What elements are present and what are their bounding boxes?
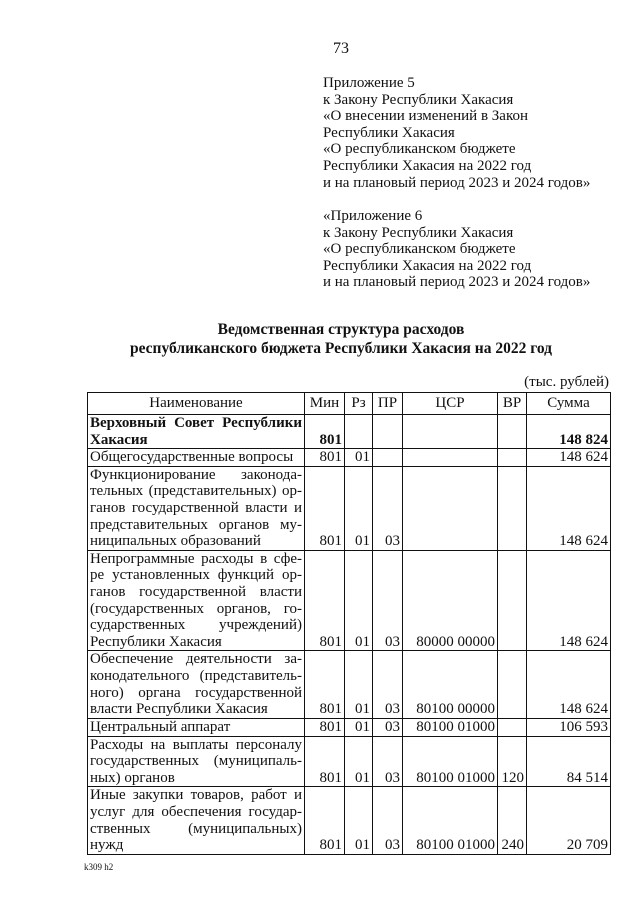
appendix-6-header: [323, 208, 590, 291]
footer-code: k309 h2: [84, 862, 114, 872]
cell-pr: 03: [373, 718, 403, 736]
name-line: представительных органов му-: [90, 516, 302, 533]
cell-vr: [498, 449, 527, 467]
column-header-expense-type: ВР: [498, 393, 527, 415]
cell-min: 801: [305, 736, 345, 787]
appendix-line: «О республиканском бюджете: [323, 141, 516, 158]
table-row: [88, 449, 611, 467]
name-line: Непрограммные расходы в сфе-: [90, 550, 302, 567]
title-line: республиканского бюджета Республики Хакасия на 2022 год: [129, 340, 553, 357]
cell-pr: 03: [373, 787, 403, 854]
name-line: ганов государственной власти и: [90, 499, 302, 516]
cell-vr: [498, 415, 527, 449]
cell-name: [88, 718, 305, 736]
column-header-amount: Сумма: [527, 393, 611, 415]
cell-pr: [373, 449, 403, 467]
cell-min: 801: [305, 651, 345, 718]
appendix-line: Республики Хакасия на 2022 год: [323, 157, 532, 174]
cell-vr: [498, 651, 527, 718]
cell-vr: [498, 718, 527, 736]
cell-pr: 03: [373, 736, 403, 787]
name-line: ганов государственной власти: [90, 583, 302, 600]
name-line: Центральный аппарат: [90, 719, 231, 736]
column-header-subsection: ПР: [373, 393, 403, 415]
name-line: ниципальных образований: [90, 533, 261, 550]
appendix-line: и на плановый период 2023 и 2024 годов»: [323, 274, 591, 291]
table-row: [88, 718, 611, 736]
appendix-line: Республики Хакасия: [323, 124, 455, 141]
cell-vr: 240: [498, 787, 527, 854]
cell-name: [88, 787, 305, 854]
column-header-target-article: ЦСР: [403, 393, 498, 415]
appendix-line: «О республиканском бюджете: [323, 241, 516, 258]
name-line: государственных (муниципаль-: [90, 753, 302, 770]
cell-sum: 84 514: [527, 736, 611, 787]
name-line: Республики Хакасия: [90, 633, 222, 650]
table-row: [88, 787, 611, 854]
appendix-line: Приложение 5: [323, 75, 415, 91]
cell-csr: [403, 449, 498, 467]
name-line: тельных (представительных) ор-: [90, 483, 302, 500]
cell-pr: 03: [373, 651, 403, 718]
cell-sum: 148 824: [527, 415, 611, 449]
cell-sum: 20 709: [527, 787, 611, 854]
cell-min: 801: [305, 718, 345, 736]
name-line: Верховный Совет Республики: [90, 415, 302, 431]
cell-rz: 01: [345, 651, 373, 718]
cell-sum: 148 624: [527, 550, 611, 651]
cell-rz: 01: [345, 449, 373, 467]
cell-csr: 80100 01000: [403, 718, 498, 736]
cell-rz: 01: [345, 466, 373, 550]
cell-pr: [373, 415, 403, 449]
cell-csr: 80000 00000: [403, 550, 498, 651]
cell-csr: 80100 01000: [403, 736, 498, 787]
name-line: услуг для обеспечения государ-: [90, 804, 302, 821]
name-line: нужд: [90, 837, 124, 854]
table-row: [88, 415, 611, 449]
name-line: Расходы на выплаты персоналу: [90, 736, 302, 753]
cell-min: 801: [305, 415, 345, 449]
column-header-section: Рз: [345, 393, 373, 415]
document-title: [0, 320, 639, 358]
cell-sum: 148 624: [527, 651, 611, 718]
cell-min: 801: [305, 550, 345, 651]
name-line: сударственных учреждений): [90, 617, 302, 634]
cell-rz: 01: [345, 718, 373, 736]
appendix-line: «О внесении изменений в Закон: [323, 108, 529, 125]
table-row: [88, 736, 611, 787]
cell-pr: 03: [373, 550, 403, 651]
cell-pr: 03: [373, 466, 403, 550]
name-line: ственных (муниципальных): [90, 820, 302, 837]
appendix-line: и на плановый период 2023 и 2024 годов»: [323, 174, 591, 191]
table-row: [88, 466, 611, 550]
cell-vr: [498, 550, 527, 651]
name-line: (государственных органов, го-: [90, 600, 302, 617]
title-line: Ведомственная структура расходов: [217, 321, 465, 338]
name-line: Общегосударственные вопросы: [90, 449, 294, 466]
cell-rz: 01: [345, 787, 373, 854]
cell-name: [88, 466, 305, 550]
cell-csr: [403, 466, 498, 550]
cell-csr: [403, 415, 498, 449]
cell-sum: 148 624: [527, 449, 611, 467]
cell-min: 801: [305, 787, 345, 854]
column-header-name: Наименование: [88, 393, 305, 415]
cell-csr: 80100 00000: [403, 651, 498, 718]
cell-rz: 01: [345, 550, 373, 651]
cell-rz: 01: [345, 736, 373, 787]
cell-name: [88, 449, 305, 467]
cell-rz: [345, 415, 373, 449]
units-label: (тыс. рублей): [524, 374, 609, 390]
name-line: Функционирование законода-: [90, 466, 302, 483]
cell-csr: 80100 01000: [403, 787, 498, 854]
name-line: власти Республики Хакасия: [90, 701, 268, 718]
appendix-line: Республики Хакасия на 2022 год: [323, 257, 532, 274]
cell-min: 801: [305, 449, 345, 467]
appendix-line: «Приложение 6: [323, 208, 423, 224]
name-line: ных) органов: [90, 769, 175, 786]
cell-vr: [498, 466, 527, 550]
cell-name: [88, 415, 305, 449]
name-line: ре установленных функций ор-: [90, 567, 302, 584]
table-header-row: [88, 393, 611, 415]
table-row: [88, 651, 611, 718]
page-number: 73: [333, 40, 349, 57]
cell-sum: 106 593: [527, 718, 611, 736]
name-line: Иные закупки товаров, работ и: [90, 787, 302, 804]
cell-min: 801: [305, 466, 345, 550]
column-header-ministry: Мин: [305, 393, 345, 415]
cell-name: [88, 550, 305, 651]
cell-sum: 148 624: [527, 466, 611, 550]
appendix-5-header: [323, 75, 590, 191]
appendix-line: к Закону Республики Хакасия: [323, 91, 514, 108]
name-line: Обеспечение деятельности за-: [90, 651, 302, 668]
name-line: Хакасия: [90, 431, 148, 448]
appendix-line: к Закону Республики Хакасия: [323, 224, 514, 241]
name-line: ного) органа государственной: [90, 684, 302, 701]
expenditure-table: [87, 392, 611, 855]
cell-name: [88, 736, 305, 787]
cell-vr: 120: [498, 736, 527, 787]
cell-name: [88, 651, 305, 718]
table-row: [88, 550, 611, 651]
name-line: конодательного (представитель-: [90, 667, 302, 684]
